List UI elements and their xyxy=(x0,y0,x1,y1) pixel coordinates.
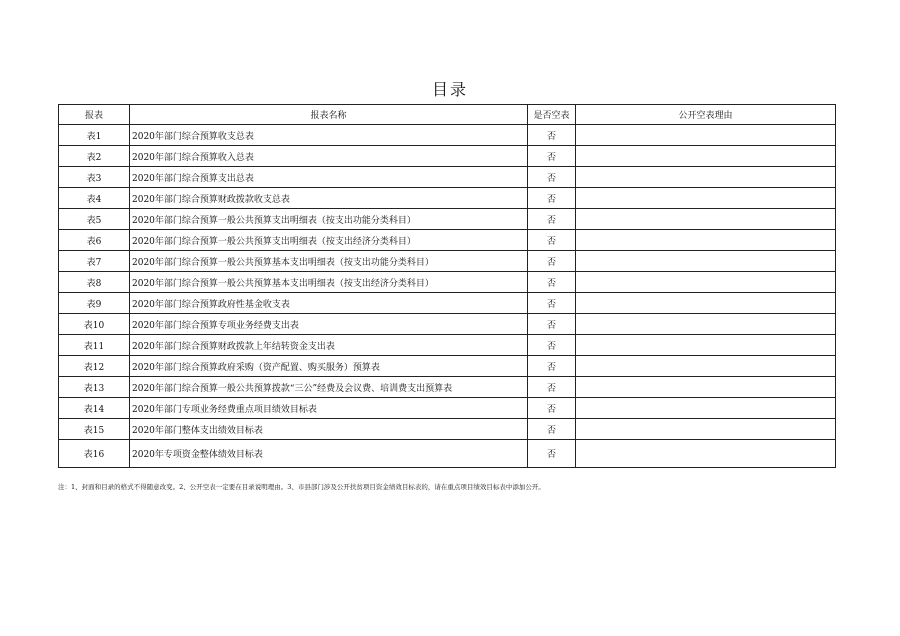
report-code: 表12 xyxy=(59,356,130,377)
table-row xyxy=(59,230,836,251)
empty-reason xyxy=(576,314,836,335)
page-title: 目录 xyxy=(431,80,468,99)
report-code: 表15 xyxy=(59,419,130,440)
report-code: 表7 xyxy=(59,251,130,272)
table-row xyxy=(59,419,836,440)
report-code: 表4 xyxy=(59,188,130,209)
report-code: 表2 xyxy=(59,146,130,167)
empty-reason xyxy=(576,188,836,209)
report-code: 表9 xyxy=(59,293,130,314)
is-empty: 否 xyxy=(528,314,576,335)
table-row xyxy=(59,251,836,272)
header-report: 报表 xyxy=(59,105,130,125)
is-empty: 否 xyxy=(528,293,576,314)
report-code: 表16 xyxy=(59,440,130,468)
report-name: 2020年部门专项业务经费重点项目绩效目标表 xyxy=(130,398,528,419)
report-name: 2020年部门综合预算一般公共预算支出明细表（按支出经济分类科目） xyxy=(130,230,528,251)
is-empty: 否 xyxy=(528,440,576,468)
footnote: 注：1、封面和目录的格式不得随意改变。2、公开空表一定要在目录说明理由。3、市县部门涉及公开扶贫项目资金绩效目标表的，请在重点项目绩效目标表中添加公开。 xyxy=(58,483,545,491)
is-empty: 否 xyxy=(528,398,576,419)
report-name: 2020年部门综合预算专项业务经费支出表 xyxy=(130,314,528,335)
report-code: 表5 xyxy=(59,209,130,230)
report-code: 表3 xyxy=(59,167,130,188)
report-code: 表1 xyxy=(59,125,130,146)
report-code: 表14 xyxy=(59,398,130,419)
table-row xyxy=(59,146,836,167)
is-empty: 否 xyxy=(528,335,576,356)
table-row xyxy=(59,167,836,188)
is-empty: 否 xyxy=(528,377,576,398)
is-empty: 否 xyxy=(528,209,576,230)
report-name: 2020年专项资金整体绩效目标表 xyxy=(130,440,528,468)
table-row xyxy=(59,314,836,335)
table-row xyxy=(59,440,836,468)
empty-reason xyxy=(576,272,836,293)
report-code: 表10 xyxy=(59,314,130,335)
report-code: 表6 xyxy=(59,230,130,251)
empty-reason xyxy=(576,125,836,146)
report-name: 2020年部门综合预算支出总表 xyxy=(130,167,528,188)
table-row xyxy=(59,272,836,293)
header-is-empty: 是否空表 xyxy=(528,105,576,125)
report-name: 2020年部门综合预算一般公共预算拨款“三公”经费及会议费、培训费支出预算表 xyxy=(130,377,528,398)
report-name: 2020年部门综合预算一般公共预算支出明细表（按支出功能分类科目） xyxy=(130,209,528,230)
empty-reason xyxy=(576,209,836,230)
empty-reason xyxy=(576,356,836,377)
table-row xyxy=(59,398,836,419)
is-empty: 否 xyxy=(528,167,576,188)
report-name: 2020年部门综合预算一般公共预算基本支出明细表（按支出功能分类科目） xyxy=(130,251,528,272)
is-empty: 否 xyxy=(528,419,576,440)
empty-reason xyxy=(576,251,836,272)
table-row xyxy=(59,377,836,398)
table-row xyxy=(59,335,836,356)
is-empty: 否 xyxy=(528,146,576,167)
table-row xyxy=(59,356,836,377)
contents-table xyxy=(58,104,836,468)
report-code: 表13 xyxy=(59,377,130,398)
table-row xyxy=(59,209,836,230)
report-name: 2020年部门整体支出绩效目标表 xyxy=(130,419,528,440)
is-empty: 否 xyxy=(528,125,576,146)
report-name: 2020年部门综合预算收入总表 xyxy=(130,146,528,167)
header-empty-reason: 公开空表理由 xyxy=(576,105,836,125)
header-report-name: 报表名称 xyxy=(130,105,528,125)
empty-reason xyxy=(576,440,836,468)
empty-reason xyxy=(576,398,836,419)
is-empty: 否 xyxy=(528,272,576,293)
table-row xyxy=(59,293,836,314)
report-name: 2020年部门综合预算财政拨款收支总表 xyxy=(130,188,528,209)
report-name: 2020年部门综合预算财政拨款上年结转资金支出表 xyxy=(130,335,528,356)
report-name: 2020年部门综合预算收支总表 xyxy=(130,125,528,146)
table-row xyxy=(59,188,836,209)
empty-reason xyxy=(576,230,836,251)
report-name: 2020年部门综合预算政府性基金收支表 xyxy=(130,293,528,314)
report-code: 表11 xyxy=(59,335,130,356)
empty-reason xyxy=(576,167,836,188)
is-empty: 否 xyxy=(528,356,576,377)
report-name: 2020年部门综合预算一般公共预算基本支出明细表（按支出经济分类科目） xyxy=(130,272,528,293)
is-empty: 否 xyxy=(528,188,576,209)
empty-reason xyxy=(576,293,836,314)
is-empty: 否 xyxy=(528,251,576,272)
report-name: 2020年部门综合预算政府采购（资产配置、购买服务）预算表 xyxy=(130,356,528,377)
empty-reason xyxy=(576,377,836,398)
empty-reason xyxy=(576,146,836,167)
table-row xyxy=(59,125,836,146)
report-code: 表8 xyxy=(59,272,130,293)
empty-reason xyxy=(576,419,836,440)
is-empty: 否 xyxy=(528,230,576,251)
table-header-row xyxy=(59,105,836,125)
empty-reason xyxy=(576,335,836,356)
